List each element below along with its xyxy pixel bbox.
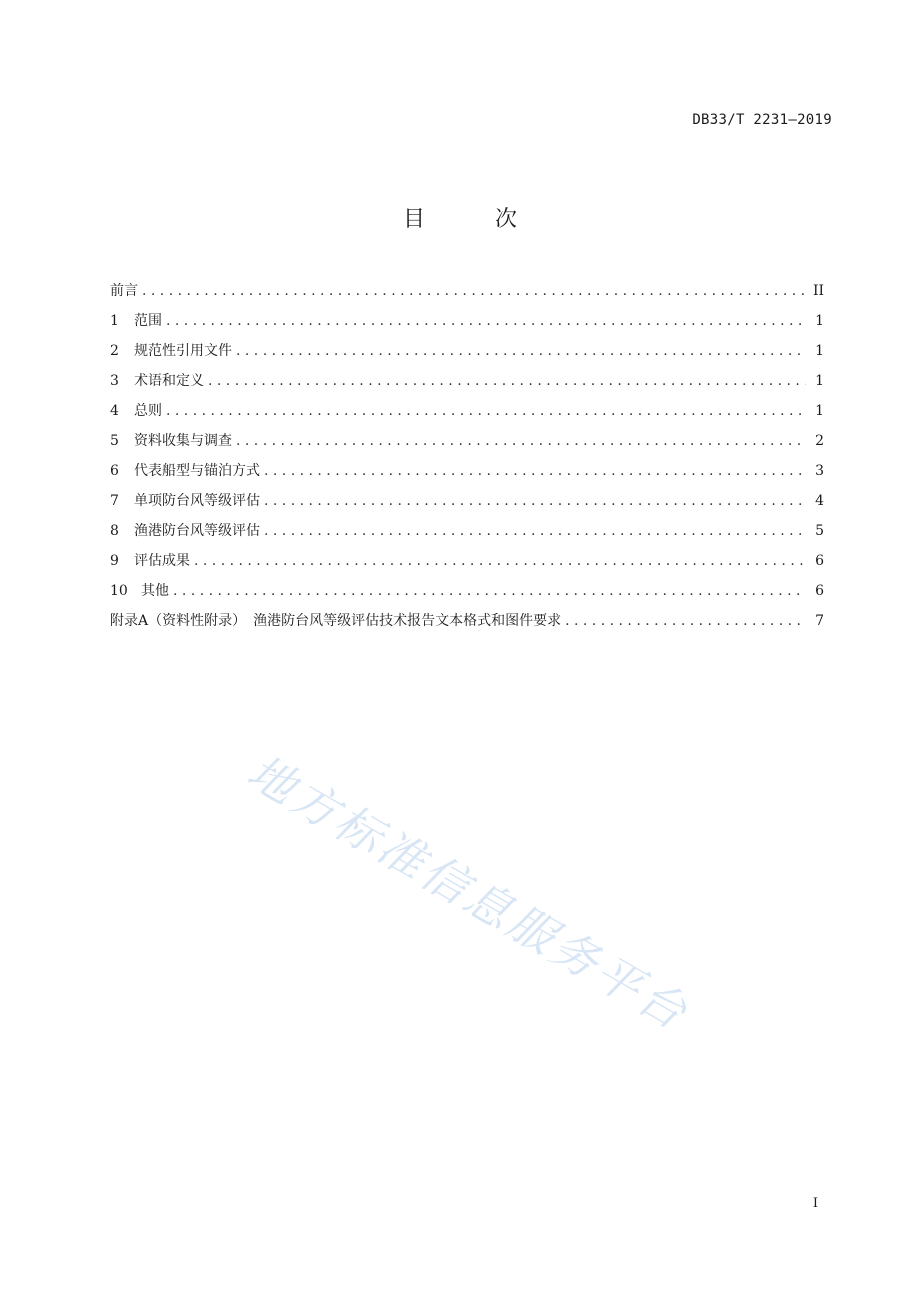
toc-entry-page: II: [812, 283, 824, 299]
toc-entry-label: 总则: [134, 403, 162, 419]
toc-entry-label: 渔港防台风等级评估: [134, 523, 260, 539]
toc-entry-page: 1: [815, 343, 824, 359]
toc-dot-leader: [565, 606, 806, 636]
toc-entry-3[interactable]: [110, 366, 824, 396]
toc-entry-label: 资料收集与调查: [134, 433, 232, 449]
toc-entry-number: 2: [110, 343, 119, 359]
toc-entry-number: 8: [110, 523, 119, 539]
toc-entry-number: 3: [110, 373, 119, 389]
toc-dot-leader: [264, 516, 806, 546]
table-of-contents: [110, 276, 824, 636]
toc-entry-9[interactable]: [110, 546, 824, 576]
toc-entry-4[interactable]: [110, 396, 824, 426]
toc-entry-number: 10: [110, 583, 128, 599]
toc-dot-leader: [264, 456, 806, 486]
toc-entry-label: 术语和定义: [134, 373, 204, 389]
toc-dot-leader: [173, 576, 806, 606]
toc-entry-page: 6: [815, 583, 824, 599]
toc-entry-page: 2: [815, 433, 824, 449]
toc-entry-number: 1: [110, 313, 119, 329]
toc-dot-leader: [194, 546, 806, 576]
toc-entry-page: 6: [815, 553, 824, 569]
toc-entry-label: 其他: [141, 583, 169, 599]
page-title: 目 次: [402, 207, 541, 232]
toc-entry-appendix-a[interactable]: [110, 606, 824, 636]
toc-entry-label: 评估成果: [134, 553, 190, 569]
document-code: DB33/T 2231—2019: [692, 112, 832, 128]
toc-entry-label: 附录A（资料性附录） 渔港防台风等级评估技术报告文本格式和图件要求: [110, 613, 562, 629]
toc-entry-page: 1: [815, 403, 824, 419]
toc-entry-number: 5: [110, 433, 119, 449]
page-number: I: [812, 1196, 818, 1211]
toc-dot-leader: [166, 306, 806, 336]
toc-dot-leader: [142, 276, 806, 306]
toc-entry-label: 前言: [110, 283, 138, 299]
toc-entry-8[interactable]: [110, 516, 824, 546]
toc-dot-leader: [236, 426, 806, 456]
toc-entry-number: 9: [110, 553, 119, 569]
toc-entry-1[interactable]: [110, 306, 824, 336]
toc-entry-page: 1: [815, 313, 824, 329]
toc-entry-foreword[interactable]: [110, 276, 824, 306]
toc-entry-5[interactable]: [110, 426, 824, 456]
toc-entry-number: 6: [110, 463, 119, 479]
toc-entry-label: 单项防台风等级评估: [134, 493, 260, 509]
toc-entry-7[interactable]: [110, 486, 824, 516]
toc-entry-10[interactable]: [110, 576, 824, 606]
toc-entry-label: 规范性引用文件: [134, 343, 232, 359]
toc-entry-page: 7: [815, 613, 824, 629]
toc-dot-leader: [208, 366, 806, 396]
toc-entry-label: 范围: [134, 313, 162, 329]
toc-entry-number: 7: [110, 493, 119, 509]
toc-entry-6[interactable]: [110, 456, 824, 486]
toc-entry-2[interactable]: [110, 336, 824, 366]
toc-dot-leader: [166, 396, 806, 426]
toc-entry-number: 4: [110, 403, 119, 419]
toc-entry-label: 代表船型与锚泊方式: [134, 463, 260, 479]
toc-entry-page: 5: [815, 523, 824, 539]
toc-entry-page: 3: [815, 463, 824, 479]
toc-entry-page: 4: [815, 493, 824, 509]
watermark-text: 地方标准信息服务平台: [238, 744, 699, 1041]
toc-dot-leader: [264, 486, 806, 516]
toc-dot-leader: [236, 336, 806, 366]
toc-entry-page: 1: [815, 373, 824, 389]
